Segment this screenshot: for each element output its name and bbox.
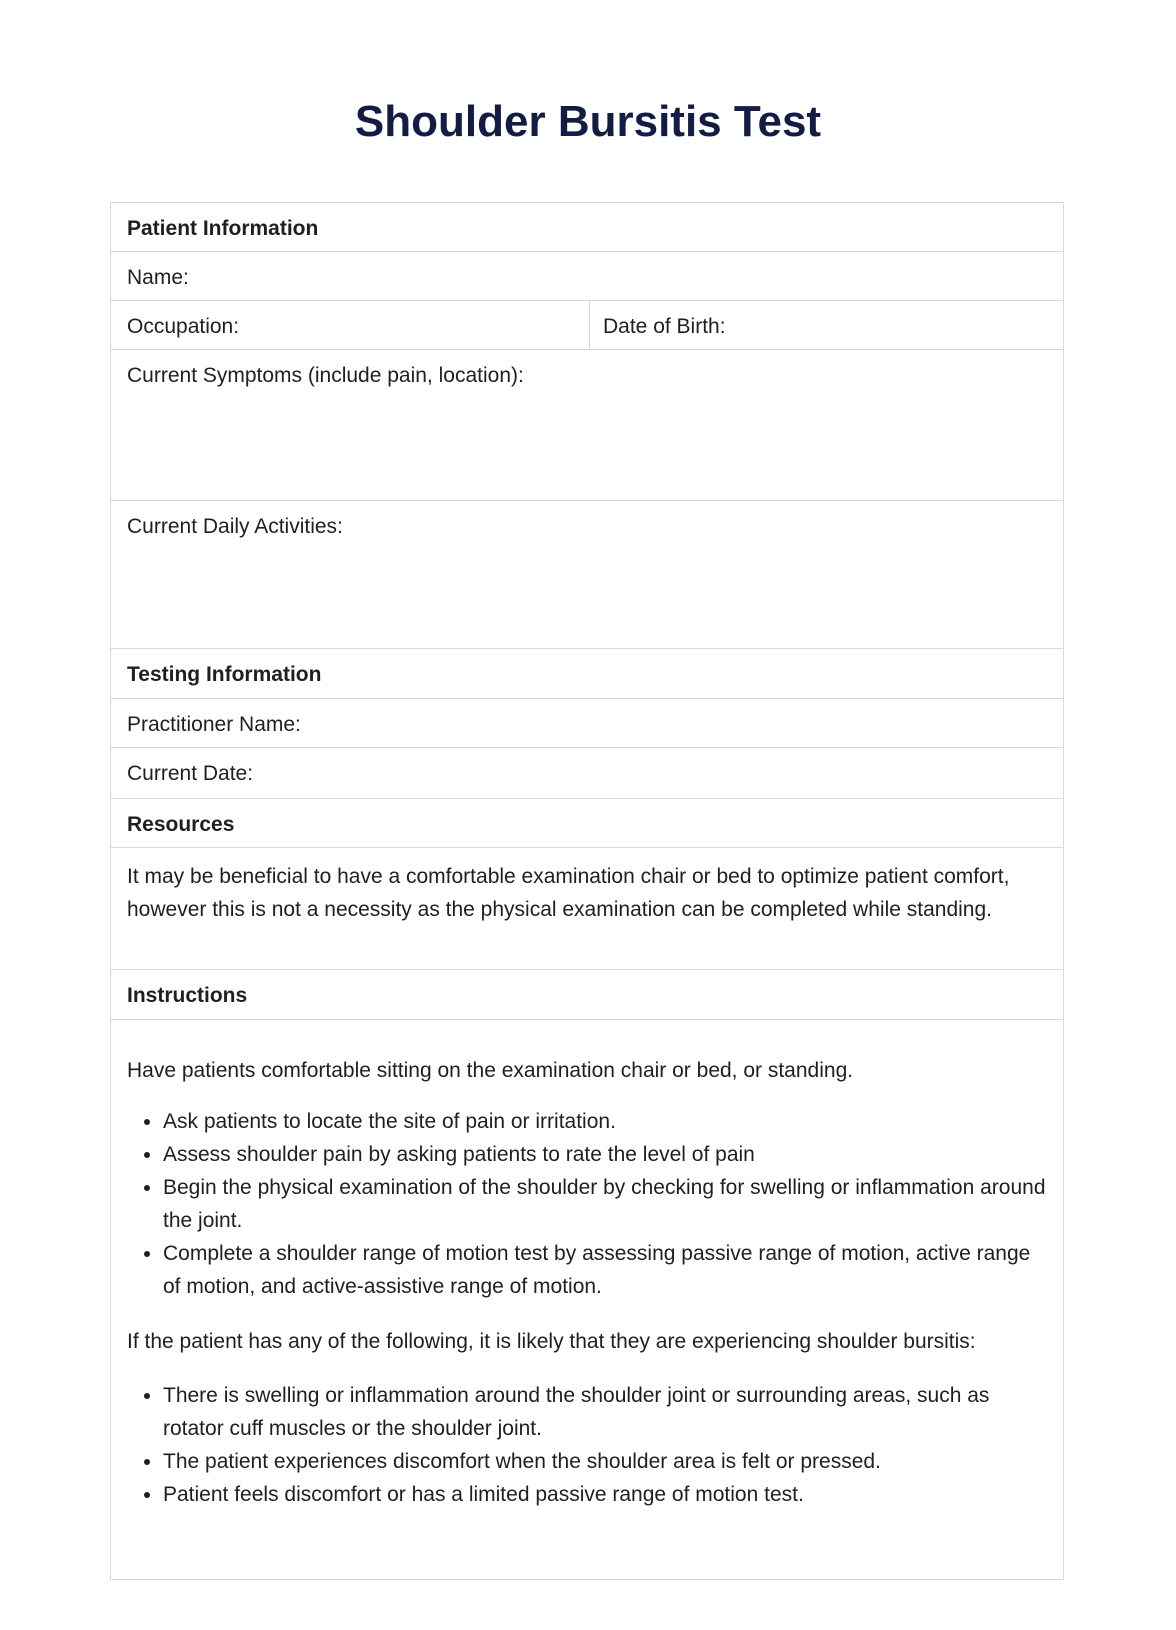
- list-item: • Complete a shoulder range of motion test by assessing passive range of motion, active range of motion, and active-assistive range of motion.: [163, 1237, 1047, 1303]
- column-divider: [589, 301, 590, 349]
- instruction-steps-list: [127, 1105, 1047, 1303]
- list-item: • Patient feels discomfort or has a limited passive range of motion test.: [163, 1478, 1047, 1511]
- name-field[interactable]: [111, 252, 1063, 301]
- list-item: • The patient experiences discomfort when the shoulder area is felt or pressed.: [163, 1445, 1047, 1478]
- current-date-label: Current Date:: [127, 762, 254, 785]
- page-title: Shoulder Bursitis Test: [354, 97, 822, 146]
- instructions-intro: Have patients comfortable sitting on the examination chair or bed, or standing.: [127, 1059, 854, 1082]
- section-header-instructions: [111, 970, 1063, 1020]
- date-of-birth-field[interactable]: Date of Birth:: [603, 315, 726, 338]
- instructions-heading: Instructions: [127, 984, 248, 1007]
- resources-content: [111, 848, 1063, 970]
- list-item: • Ask patients to locate the site of pain or irritation.: [163, 1105, 1047, 1138]
- criteria-intro: If the patient has any of the following, it is likely that they are experiencing shoulder bursitis:: [127, 1330, 976, 1353]
- occupation-dob-row: [111, 301, 1063, 350]
- patient-information-heading: Patient Information: [127, 217, 319, 240]
- current-symptoms-field[interactable]: [111, 350, 1063, 501]
- resources-text: It may be beneficial to have a comfortable examination chair or bed to optimize patient comfort, however this is not a necessity as the physical examination can be completed while standing.: [127, 865, 1010, 921]
- name-label: Name:: [127, 266, 189, 289]
- list-item: • There is swelling or inflammation around the shoulder joint or surrounding areas, such as rotator cuff muscles or the shoulder joint.: [163, 1379, 1047, 1445]
- occupation-field[interactable]: Occupation:: [127, 315, 240, 338]
- bursitis-criteria-list: [127, 1379, 1047, 1511]
- list-item: • Assess shoulder pain by asking patients to rate the level of pain: [163, 1138, 1047, 1171]
- resources-heading: Resources: [127, 813, 235, 836]
- section-header-testing-information: [111, 649, 1063, 699]
- section-header-resources: [111, 799, 1063, 848]
- testing-information-heading: Testing Information: [127, 663, 322, 686]
- current-daily-activities-field[interactable]: [111, 501, 1063, 649]
- current-daily-activities-label: Current Daily Activities:: [127, 515, 343, 538]
- bursitis-test-form: [110, 202, 1064, 1580]
- section-header-patient-information: [111, 203, 1063, 252]
- current-symptoms-label: Current Symptoms (include pain, location):: [127, 364, 524, 387]
- practitioner-name-field[interactable]: [111, 699, 1063, 748]
- current-date-field[interactable]: [111, 748, 1063, 799]
- list-item: • Begin the physical examination of the shoulder by checking for swelling or inflammation around the joint.: [163, 1171, 1047, 1237]
- practitioner-name-label: Practitioner Name:: [127, 713, 301, 736]
